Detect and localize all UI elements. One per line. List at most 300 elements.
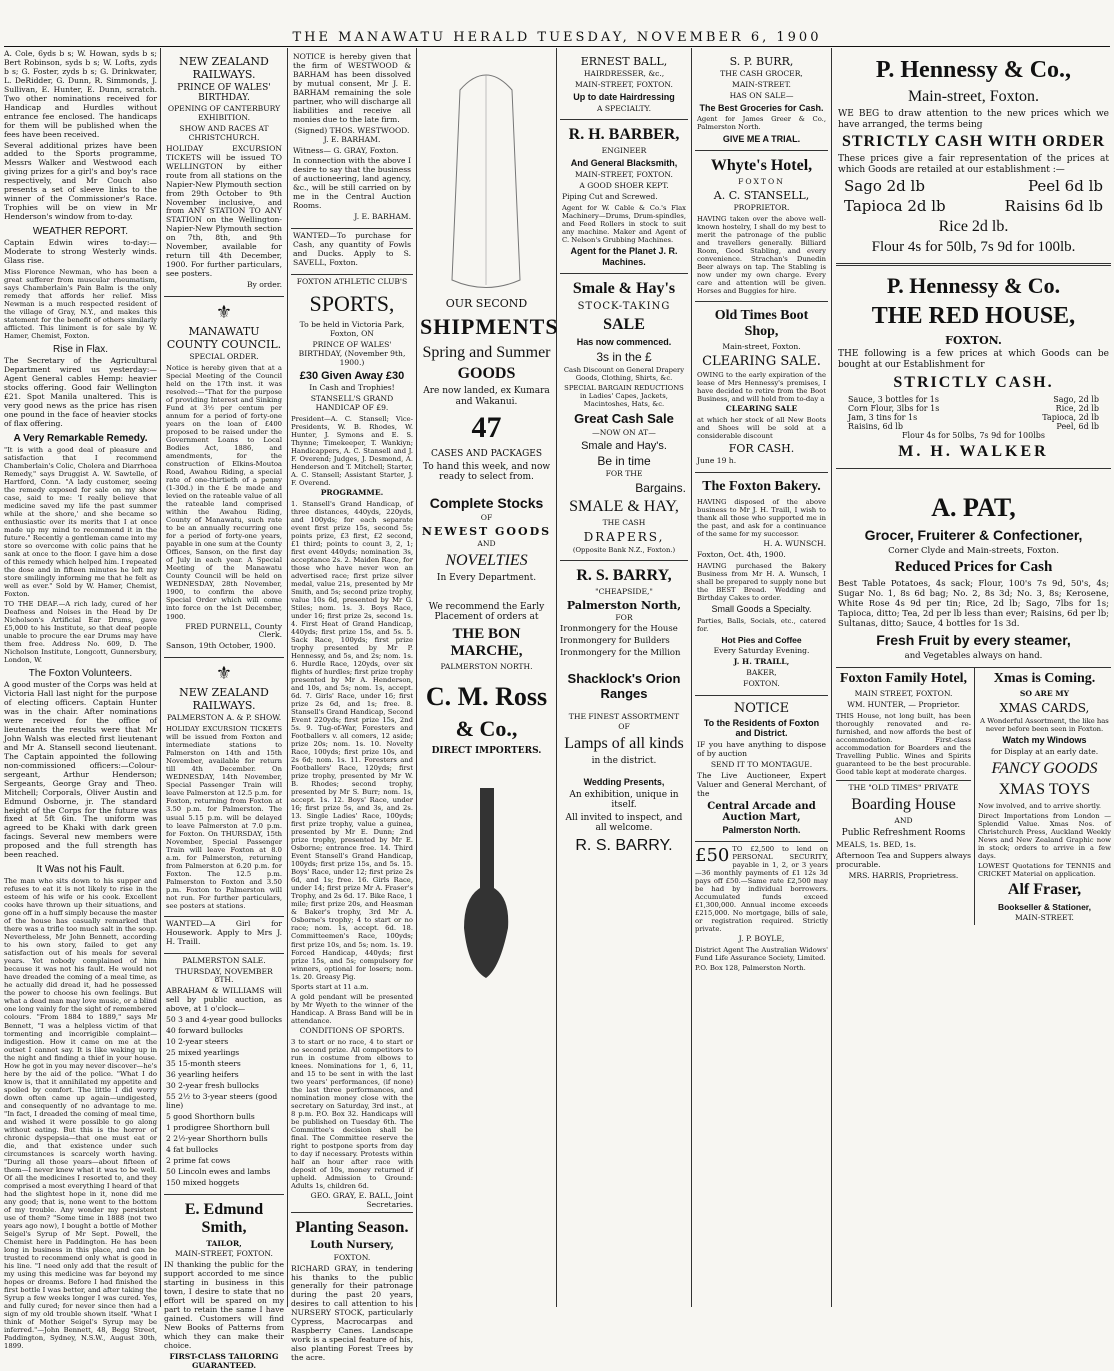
council-ad: [164, 297, 284, 658]
stock-item: 55 2½ to 3-year steers (good line): [166, 1091, 278, 1110]
stock-item: 2 prime fat cows: [166, 1155, 231, 1165]
dissolution-notice: [291, 50, 413, 229]
railways-ad: [164, 50, 284, 297]
ad-text: OUR SECOND: [445, 297, 528, 310]
section-heading: A Very Remarkable Remedy.: [13, 432, 148, 444]
ad-text: Has now commenced.: [576, 336, 672, 347]
ad-text: CASES AND PACKAGES: [431, 449, 542, 460]
ad-subtitle: PRINCE OF WALES' BIRTHDAY.: [177, 83, 271, 103]
hairdresser-ad: [560, 50, 688, 120]
ad-text: The Best Groceries for Cash.: [699, 102, 824, 113]
ad-title: FOXTON ATHLETIC CLUB'S: [296, 276, 408, 286]
column-3: [291, 50, 414, 1363]
wanted-ad: [291, 229, 413, 275]
price-item: Flour 4s for 50lb, 7s 9d for 100lb.: [871, 239, 1076, 256]
ad-headline: SMALE & HAY,: [569, 497, 679, 515]
ad-signature: J. H. TRAILL,: [733, 656, 790, 666]
price-item: Tapioca 2d lb: [844, 197, 946, 216]
price-item: Corn Flour, 3lbs for 1s: [848, 403, 940, 413]
ad-headline: Spring and Summer: [422, 344, 551, 361]
ad-text: District Agent The Australian Widows' Fund Life Assurance Society, Limited.: [695, 946, 828, 963]
ad-text: FOR: [615, 612, 633, 622]
ad-subtitle: WM. HUNTER, — Proprietor.: [847, 700, 960, 710]
column-divider: [416, 48, 417, 1307]
ad-text: HAVING purchased the Bakery Business from Mr H. A. Wunsch, I shall be prepared to supply none but the BEST Bread. Wedding and Birthday Cakes to order.: [697, 562, 826, 603]
ad-headline: Fresh Fruit by every steamer,: [876, 632, 1071, 649]
ad-headline: DRAPERS,: [583, 529, 665, 544]
ad-text: In Every Department.: [436, 572, 537, 583]
ad-date: Foxton, Oct. 4th, 1900.: [697, 550, 786, 560]
ad-address: FOXTON.: [743, 678, 780, 688]
ad-headline: £50: [695, 845, 730, 867]
hennessy-ad: [836, 50, 1111, 266]
ad-text: Sports start at 11 a.m.: [291, 982, 369, 991]
article-text: A. Cole, 6yds b s; W. Howan, syds b s; Bert Robinson, syds b s; W. Lofts, zyds b s; G. Foster, zyds b s; G. Drinkwater, L. DeRidder, G. Dunn, R. Simmonds, J. Sullivan, E. Hunter, E. Dunn, scratch. Two other nominations received for Handicap and Hurdles without entrance fee enclosed. The handicaps for them will be published when the fees have been received.: [4, 49, 157, 139]
ad-subtitle: THE CASH GROCER,: [720, 69, 803, 78]
price-item: Sago 2d lb: [844, 177, 925, 196]
ad-signature: M. H. WALKER: [898, 443, 1049, 461]
masthead: THE MANAWATU HERALD TUESDAY, NOVEMBER 6, 1900: [292, 30, 822, 45]
ad-address: MAIN-STREET, FOXTON.: [175, 1249, 273, 1259]
price-item: Rice 2d lb.: [938, 218, 1009, 236]
boot-shop-ad: [695, 302, 828, 473]
ad-subtitle: Public Refreshment Rooms: [841, 828, 966, 839]
price-item: Tapioca, 2d lb: [1042, 412, 1099, 422]
ad-text: A gold pendant will be presented by Mr Wyeth to the winner of the Handicap. A Brass Band will be in attendance.: [291, 992, 413, 1025]
ad-headline: SALE: [603, 315, 645, 333]
ad-headline: Lamps of all kinds: [564, 735, 684, 753]
ad-headline: NOVELTIES: [445, 551, 528, 569]
column-6: [695, 50, 828, 1305]
ad-title: Alf Fraser,: [1007, 880, 1082, 898]
boarding-ad: [836, 780, 971, 880]
article-text: Captain Edwin wires to-day:— Moderate to strong Westerly winds. Glass rise.: [4, 238, 157, 266]
ad-title: P. Hennessy & Co.,: [875, 57, 1072, 83]
ad-text: 3 to start or no race, 4 to start or no second prize. All competitors to run in costume from elbows to knees. Nominations for 1, 6, 11, and 15 to be sent in with the last two years' performances, (if none) the last three performances, and nomination money close with the secretary on Saturday, 3rd inst., at 8 p.m. P.O. Box 32. Handicaps will be published on Tuesday 6th. The Committee's decision shall be final. The Committee reserve the right to postpone sports from day to day if necessary. Protests within half an hour after race with deposit of 10s, money returned if upheld. Admission to Ground: Adults 1s, children 6d.: [291, 1037, 413, 1190]
ad-subtitle: STOCK-TAKING: [577, 301, 671, 313]
ad-text: —NOW ON AT—: [592, 427, 656, 437]
ad-address: P.O. Box 128, Palmerston North.: [695, 964, 806, 973]
ad-signature: (Signed) THOS. WESTWOOD. J. E. BARHAM.: [294, 125, 410, 144]
ad-text: Piping Cut and Screwed.: [562, 191, 658, 201]
ad-text: RICHARD GRAY, in tendering his thanks to the public generally for their patronage during the past 20 years, desires to call attention to his NURSERY STOCK, particularly Cypress, Macrocarpas and Raspberry Canes. Landscape work is a special feature of his, also planting Forest Trees by the acre.: [291, 1263, 413, 1363]
ad-subtitle: A. C. STANSELL,: [713, 189, 810, 203]
barber-ad: [560, 120, 688, 274]
ad-text: AND: [477, 539, 496, 548]
ad-text: Notice is hereby given that at a Special Meeting of the Council held on the 17th inst. it was resolved:—"That for the purpose of providing Interest and Sinking Fund at 3½ per centum per annum for a period of forty-one years on the loan of £400 proposed to be raised under the Government Loans to Local Bodies Act, 1886, and amendments, for the construction of Elkins-Moutoa Road, Awahou Riding, a special rate of one-thirtieth of a penny (1-30d.) in the £ be made and levied on the rateable value of all the rateable land comprised within the Awahou Riding, County of Manawatu, such rate to be an annually recurring one for a period of forty-one years, payable in one sum at the County Offices, Sanson, on the first day of July in each year. A Special Meeting of the Manawatu County Council will be held on WEDNESDAY, 28th November, 1900, to confirm the above Special Order which will come into force on the 1st December, 1900.: [166, 364, 282, 621]
ad-title: P. Hennessy & Co.: [886, 273, 1061, 299]
bakery-ad: [695, 473, 828, 696]
ad-subtitle: THE "OLD TIMES" PRIVATE: [848, 783, 959, 793]
ad-title: Smale & Hay's: [572, 280, 676, 298]
ad-subtitle: OPENING OF CANTERBURY EXHIBITION.: [167, 104, 281, 122]
ad-title: R. H. BARBER,: [568, 126, 680, 144]
price-row: [848, 422, 1099, 431]
ad-text: NOTICE is hereby given that the firm of WESTWOOD & BARHAM has been dissolved by mutual consent, Mr J. E. BARHAM remaining the sole partner, who will discharge all liabilities and receive all monies due to the late firm.: [293, 52, 411, 124]
ad-text: STANSELL'S GRAND HANDICAP OF £9.: [310, 393, 394, 412]
ad-address: PALMERSTON NORTH.: [440, 661, 533, 671]
crest-icon: ⚜: [215, 302, 233, 324]
ad-text: IF you have anything to dispose of by auction: [697, 739, 826, 758]
ad-subtitle: CONDITIONS OF SPORTS.: [299, 1025, 405, 1035]
ad-title: NEW ZEALAND RAILWAYS.: [179, 55, 269, 81]
ad-signature: J. P. BOYLE,: [738, 934, 785, 944]
ad-text: Now involved, and to arrive shortly.: [977, 801, 1102, 810]
ad-text: Small Goods a Specialty.: [711, 604, 812, 615]
railways-ad-2: [164, 658, 284, 916]
price-item: Peel, 6d lb: [1056, 421, 1099, 431]
ad-headline: XMAS CARDS,: [999, 701, 1090, 716]
ad-text: HAVING taken over the above well-known hostelry, I shall do my best to merit the patronage of the public and travellers generally. Billiard Room, Good Stabling, and every convenience. Strachan's Dunedin Beer always on tap. The Stabling is now under my own charge. Every care and attention will be given. Horses and Buggies for hire.: [697, 215, 826, 296]
ad-text: PRINCE OF WALES' BIRTHDAY, (November 9th, 1900.): [298, 339, 406, 367]
ad-text: In connection with the above I desire to say that the business of auctioneering, land agency, &c., will be still carried on by me in the Central Auction Rooms.: [293, 156, 411, 211]
ad-headline: GOODS: [457, 365, 516, 382]
ad-address: FOXTON.: [333, 1252, 371, 1262]
auction-notice: [695, 696, 828, 843]
ad-text: WANTED—A Girl for Housework. Apply to Mrs J. H. Traill.: [166, 918, 282, 946]
price-item: Rice, 2d lb: [1055, 403, 1099, 413]
ad-subtitle: SO ARE MY: [1019, 689, 1070, 699]
ad-text: Ironmongery for Builders: [560, 636, 670, 647]
bon-marche-illustration: [420, 50, 553, 295]
ad-text: The Live Auctioneer, Expert Valuer and General Merchant, of the: [697, 770, 826, 798]
ad-text: OWING to the early expiration of the lease of Mrs Hennessy's premises, I have decided to retire from the Boot Business, and will hold from to-day a: [697, 371, 826, 404]
ad-headline: 3s in the £: [596, 349, 652, 364]
ad-text: HOLIDAY EXCURSION TICKETS will be issued from Foxton and intermediate stations to Palmerston on 14th and 15th November, available for return till 4th December. On WEDNESDAY, 14th November, Special Passenger Train will leave Palmerston at 12.5 p.m. for Foxton, returning from Foxton at 3.50 p.m. for Palmerston. The usual 5.15 p.m. will be delayed to leave Palmerston at 7.0 p.m. for Foxton. On THURSDAY, 15th November, Special Passenger Train will leave Foxton at 8.0 a.m. for Palmerston, returning from Palmerston at 6.20 p.m. for Foxton. The 12.5 p.m. Palmerston to Foxton and 3.50 p.m. Foxton to Palmerston will not run. For further particulars, see posters at stations.: [166, 725, 282, 910]
ad-text: We recommend the Early Placement of orders at: [428, 601, 545, 623]
bottom-split: [836, 668, 1111, 925]
ad-text: DIRECT IMPORTERS.: [431, 745, 542, 756]
stock-item: 35 15-month steers: [166, 1059, 241, 1069]
ad-headline: STRICTLY CASH.: [893, 373, 1054, 391]
section-heading: The Foxton Volunteers.: [28, 668, 133, 680]
column-2: [164, 50, 284, 1370]
ad-address: FOXTON: [738, 177, 785, 187]
article-text: The Secretary of the Agricultural Department wired us yesterday:— Agent General cables Hemp: heavier stocks offering. Good fair Wellington £21. Spot Manila unaltered. This is very good news as the price has risen one pound in the face of heavier stocks of flax offering.: [4, 356, 157, 428]
ad-text: at which her stock of all New Boots and Shoes will be sold at a considerable discount: [697, 416, 826, 441]
ad-address: MAIN-STREET, FOXTON.: [575, 170, 673, 180]
ad-address: MAIN-STREET, FOXTON.: [575, 79, 673, 89]
ad-subtitle: PALMERSTON A. & P. SHOW.: [166, 713, 282, 723]
ad-headline: & Co.,: [455, 715, 518, 741]
sale-ad: [164, 954, 284, 1195]
article-text: Several additional prizes have been added to the Sports programme, Messrs Walker and Westwood each giving prizes for a girl's and boy's race respectively, and Mr Couch also presents a set of sleeve links to the winner of the Commissioner's Race. Trophies will be on view in Mr Henderson's window from to-day.: [4, 140, 157, 222]
section-heading: It Was not his Fault.: [36, 864, 125, 876]
pat-ad: [836, 469, 1111, 668]
crest-icon: ⚜: [215, 663, 233, 685]
loan-ad: [695, 842, 828, 972]
section-heading: WEATHER REPORT.: [32, 226, 129, 238]
ad-subtitle: Bookseller & Stationer,: [997, 901, 1092, 912]
ad-title: Foxton Family Hotel,: [839, 671, 968, 687]
column-7: [836, 50, 1111, 1305]
xmas-section: [975, 668, 1111, 925]
ad-text: A Wonderful Assortment, the like has never before been seen in Foxton.: [980, 717, 1109, 734]
ad-text: Ironmongery for the House: [560, 624, 678, 635]
ad-headline: Reduced Prices for Cash: [894, 559, 1053, 576]
ad-address: Main-street, Foxton.: [907, 88, 1040, 105]
sports-ad: [291, 275, 413, 1210]
ad-address: Main-street, Foxton.: [722, 342, 801, 352]
ad-subtitle: To the Residents of Foxton and District.: [703, 717, 820, 739]
ad-text: All invited to inspect, and all welcome.: [565, 812, 683, 834]
column-divider: [691, 48, 692, 1307]
column-divider: [831, 48, 832, 1307]
ad-text: WANTED—To purchase for Cash, any quantity of Fowls and Ducks. Apply to S. SAVELL, Foxton.: [293, 231, 411, 268]
ad-text: Parties, Balls, Socials, etc., catered for.: [697, 616, 826, 633]
ad-headline: Be in time: [597, 453, 651, 468]
ad-text: Agent for W. Cable & Co.'s Flax Machinery—Drums, Drum-spindles, and Feed Rollers in stock to suit any machine. Maker and Agent of C. Nelson's Grubbing Machines.: [562, 203, 686, 244]
ad-headline: STRICTLY CASH WITH ORDER: [841, 133, 1106, 151]
ad-title: PALMERSTON SALE.: [182, 955, 266, 965]
ad-headline: 47: [471, 411, 502, 445]
ad-text: AND: [894, 816, 913, 826]
ad-text: A GOOD SHOER KEPT.: [579, 180, 669, 190]
ad-subtitle: TAILOR,: [206, 1238, 242, 1248]
ad-text: To hand this week, and now ready to select from.: [422, 461, 551, 483]
ad-headline: NEWEST GOODS: [421, 525, 552, 538]
nursery-ad: [291, 1212, 413, 1363]
ad-headline: XMAS TOYS: [998, 780, 1091, 798]
ad-text: THE following is a few prices at which Goods can be bought at our Establishment for: [838, 349, 1109, 371]
price-item: Raisins 6d lb: [1004, 197, 1103, 216]
column-1: [4, 49, 157, 1351]
ad-headline: SHIPMENTS: [420, 314, 559, 339]
ad-signature: J. E. BARHAM.: [354, 212, 411, 222]
stock-item: 4 fat bullocks: [166, 1144, 218, 1154]
ad-date: June 19 h.: [697, 456, 737, 466]
ad-text: Cash Discount on General Drapery Goods, Clothing, Shirts, &c.: [563, 365, 685, 382]
column-divider: [160, 48, 161, 1307]
ad-text: THIS House, not long built, has been thoroughly renovated and re-furnished, and now affords the best of accommodation. First-class accommodation for Boarders and the Travelling Public. Wines and Spirits guaranteed to be the best procurable. Good table kept at moderate charges.: [836, 712, 971, 777]
stock-item: 10 2-year steers: [166, 1037, 229, 1047]
ad-text: FOR THE: [605, 468, 643, 478]
price-row: [844, 197, 1103, 215]
ad-address: MAIN-STREET.: [1015, 912, 1074, 922]
ad-title: ERNEST BALL,: [580, 55, 668, 68]
whyte-hotel-ad: [695, 151, 828, 302]
ad-text: and Vegetables always on hand.: [904, 651, 1043, 662]
ad-text: OF: [618, 722, 630, 732]
ad-text: Wedding Presents,: [583, 777, 665, 788]
ad-title: Xmas is Coming.: [993, 671, 1096, 687]
ad-text: HAS ON SALE—: [729, 90, 794, 100]
ad-title: NEW ZEALAND RAILWAYS.: [179, 686, 269, 713]
pointing-hand-icon: [420, 758, 553, 998]
ad-signature: FRED PURNELL, County Clerk.: [185, 621, 282, 640]
stock-item: 150 mixed hoggets: [166, 1177, 240, 1187]
ad-title: A. PAT,: [931, 493, 1016, 523]
ad-title: The Foxton Bakery.: [702, 479, 821, 495]
stock-list: [166, 1016, 282, 1187]
stock-item: 25 mixed yearlings: [166, 1048, 240, 1058]
ad-text: BAKER,: [746, 667, 777, 677]
tailor-ad: [164, 1195, 284, 1371]
pointing-hand-illustration: [420, 758, 553, 998]
ad-address: Palmerston North.: [722, 824, 801, 835]
ad-text: THE FINEST ASSORTMENT: [568, 711, 680, 721]
ad-subtitle: ENGINEER: [601, 146, 647, 156]
burr-ad: [695, 50, 828, 151]
ad-text: President—A. C. Stansell; Vice-Presidents, W. B. Rhodes, W. Hunter, J. Symons and E. S. Thynne; Timekeeper, T. Wankiyn; Handicappers, A. C. Stansell and J. F. Overend; Judges, J. Desmond, A. Henderson and T. Mitchell; Starter, A. C. Stansell; Assistant Starter, J. F. Overend.: [291, 414, 413, 487]
ad-text: Ironmongery for the Million: [560, 648, 681, 659]
ad-text: SPECIAL BARGAIN REDUCTIONS in Ladies' Capes, Jackets, Macintoshes, Hats, &c.: [564, 383, 684, 408]
stock-item: 50 3 and 4-year good bullocks: [166, 1015, 282, 1025]
article-text: Miss Florence Newman, who has been a great sufferer from muscular rheumatism, says Chamberlain's Pain Balm is the only remedy that affords her relief. Miss Newman is a much respected resident of the village of Gray, N.Y., and makes this statement for the benefit of others similarly afflicted. This liniment is for sale by W. Hamer, Chemist, Foxton.: [4, 267, 157, 341]
ad-text: in the district.: [591, 756, 657, 767]
ad-text: MEALS, 1s. BED, 1s.: [836, 839, 917, 849]
ad-subtitle: THURSDAY, NOVEMBER 8TH.: [175, 966, 273, 985]
ad-text: Agent for James Greer & Co., Palmerston North.: [697, 115, 826, 132]
ad-subtitle: HAIRDRESSER, &c.,: [583, 69, 665, 78]
masthead-rule: [4, 46, 1110, 47]
ad-title: MANAWATU COUNTY COUNCIL.: [166, 325, 282, 352]
ad-headline: Great Cash Sale: [574, 410, 674, 426]
ad-headline: CLEARING SALE.: [702, 354, 821, 370]
article-text: "It is with a good deal of pleasure and satisfaction that I recommend Chamberlain's Colic, Cholera and Diarrhoea Remedy," says Druggist A. W. Sawtelle, of Hartford, Conn. "A lady customer, seeing the remedy exposed for sale on my show case, said to me: 'I really believe that medicine saved my life the past summer while at the shore,' and she became so enthusiastic over its merits that I at once made up my mind to recommend it in the future." Recently a gentleman came into my store so overcome with colic pains that he sank at once to the floor. I gave him a dose of this remedy which helped him. I repeated the dose and in fifteen minutes he left my store smilingly informing me that he felt as well as ever." Sold by W. Hamer, Chemist, Foxton.: [4, 445, 157, 599]
ad-headline: Palmerston North,: [566, 598, 682, 612]
price-row: [848, 413, 1099, 422]
ad-text: WE BEG to draw attention to the new prices which we have arranged, the terms being: [838, 109, 1109, 130]
column-4: [420, 50, 559, 1305]
stock-item: 30 2-year fresh bullocks: [166, 1080, 259, 1090]
ad-subtitle: PROPRIETOR.: [733, 203, 790, 213]
ad-signature: GEO. GRAY, E. BALL, Joint Secretaries.: [310, 1190, 413, 1209]
article-text: TO THE DEAF.—A rich lady, cured of her Deafness and Noises in the Head by Dr Nicholson's Artificial Ear Drums, gave £5,000 to his Institute, so that deaf people unable to procure the ear Drums may have them free. Address No. 609, D. The Nicholson Institute, Longcott, Gunnersbury, London, W.: [4, 600, 157, 665]
ad-subtitle: Grocer, Fruiterer & Confectioner,: [864, 527, 1083, 544]
stock-item: 40 forward bullocks: [166, 1026, 243, 1036]
stock-item: 36 yearling heifers: [166, 1070, 239, 1080]
ad-headline: THE RED HOUSE,: [871, 303, 1076, 330]
ad-title: NOTICE: [733, 700, 790, 716]
ad-text: (Opposite Bank N.Z., Foxton.): [572, 545, 676, 554]
barry-ad: [560, 561, 688, 856]
wanted-ad: [164, 917, 284, 954]
price-item: Jam, 3 tins for 1s: [848, 412, 918, 422]
price-row: [848, 395, 1099, 404]
ad-address: MAIN-STREET.: [732, 79, 791, 89]
ad-headline: C. M. Ross: [425, 681, 548, 711]
ad-text: for Display at an early date.: [990, 746, 1099, 756]
price-item: Flour 4s for 50lbs, 7s 9d for 100lbs: [901, 430, 1046, 440]
price-row: [848, 404, 1099, 413]
ad-text: ABRAHAM & WILLIAMS will sell by public auction, as above, at 1 o'clock—: [166, 986, 282, 1014]
stock-item: 50 Lincoln ewes and lambs: [166, 1166, 271, 1176]
ad-headline: THE BON MARCHE,: [450, 625, 523, 659]
ad-subtitle: SHOW AND RACES AT CHRISTCHURCH.: [179, 123, 269, 142]
ad-text: Watch my Windows: [1002, 735, 1087, 746]
ad-text: GIVE ME A TRIAL.: [722, 133, 801, 144]
ad-subtitle: SPECIAL ORDER.: [189, 352, 259, 362]
stock-item: 1 prodigree Shorthorn bull: [166, 1122, 270, 1132]
ad-text: Direct Importations from London —Splendid Value. Xmas Nos. of Christchurch Press, Auckland Weekly News and New Zealand Graphic now in stock; orders to arrive in a few days.: [977, 811, 1111, 860]
ad-text: Afternoon Tea and Suppers always procurable.: [836, 850, 971, 869]
ad-subtitle: PROGRAMME.: [320, 487, 384, 497]
ad-text: Witness— G. GRAY, Foxton.: [293, 145, 399, 155]
ad-text: THE CASH: [602, 517, 646, 527]
ad-title: Boarding House: [851, 796, 956, 814]
stock-item: 5 good Shorthorn bulls: [166, 1111, 255, 1121]
ad-text: CLEARING SALE: [725, 404, 798, 414]
price-row: [844, 177, 1103, 195]
ad-text: A SPECIALTY.: [597, 103, 651, 113]
ad-headline: FANCY GOODS: [991, 759, 1098, 777]
ad-text: OF: [480, 513, 493, 523]
ad-date: Sanson, 19th October, 1900.: [166, 641, 276, 651]
ad-text: Up to date Hairdressing: [573, 91, 675, 102]
ad-text: These prices give a fair representation of the prices at which Goods are retailed at our establishment :—: [838, 154, 1109, 175]
ad-address: Corner Clyde and Main-streets, Foxton.: [888, 546, 1059, 557]
price-item: Sago, 2d lb: [1053, 394, 1099, 404]
price-item: Sauce, 3 bottles for 1s: [848, 394, 939, 404]
ad-signature: MRS. HARRIS, Proprietress.: [848, 870, 959, 880]
ad-title: S. P. BURR,: [729, 55, 794, 68]
hotel-section: [836, 668, 975, 925]
ad-subtitle: Louth Nursery,: [310, 1239, 394, 1251]
ad-text: IN thanking the public for the support accorded to me since starting in business in this town, I desire to state that no effort will be spared on my part to retain the same I have gained. Customers will find New Books of Patterns from which they can make their choice.: [164, 1260, 284, 1350]
price-item: Raisins, 6d lb: [848, 421, 903, 431]
ad-text: HAVING disposed of the above business to Mr J. H. Traill, I wish to thank all those who supported me in the past, and ask for a continuance of the same for my successor.: [697, 498, 826, 539]
ad-footer: FIRST-CLASS TAILORING GUARANTEED.: [169, 1351, 279, 1370]
ad-subtitle: And General Blacksmith,: [570, 158, 678, 169]
ad-address: MAIN STREET, FOXTON.: [854, 689, 953, 699]
price-item: Peel 6d lb: [1027, 177, 1103, 196]
ad-title: E. Edmund Smith,: [184, 1200, 264, 1236]
ad-text: Best Table Potatoes, 4s sack; Flour, 100's 7s 9d, 50's, 4s; Sugar No. 1, 8s 6d bag; No. 2, 8s 3d; No. 3, 8s; Kerosene, White Rose 4s 9d per tin; Rice, 2d lb; Sago, 7lbs for 1s; Tapioca, ditto; Tea, 2d per lb less than ever; Raisins, 6d per lb; Sultanas, ditto; Sauce, 4 bottles for 1s 3d.: [838, 579, 1109, 630]
ad-headline: Central Arcade and Auction Mart,: [707, 800, 816, 823]
ad-headline: Smale and Hay's.: [581, 439, 667, 452]
article-text: The man who sits down to his supper and refuses to eat it is not likely to rise in the esteem of his wife or his cook. Excellent cooks have thrown up their situations, and gone off in a huff simply because the master of the house has casually remarked that there was a trifle too much salt in the soup. Nevertheless, Mr John Bennett, according to his own story, failed to get any satisfaction out of his meals for several years. Yet nobody complained of him because it was not his fault. He would not have dreaded the coming of a meal time, as he actually did dread it, had he possessed the power to choose his own feelings. But what a dead man may love music, or a blind one long vainly for the sight of remembered colours. "From 1884 to 1889," says Mr Bennett, "I was a helpless victim of that tormenting and incorrigible complaint—indigestion. How it came on me at the outset I cannot say. It is like waking up in the night and finding a thief in your house. How he got in you may never discover—he's here by the aid of the police. "What I do know is, that it annihilated my appetite and spoiled by comfort. The little I did worry down often came up again—undigested, and consequently of no advantage to me. "In fact, I dreaded the coming of meal time, and wished it were possible to go along without eating. But this is the horror of chronic dyspepsia—that one must eat or die, and that existence under such circumstances is scarcely worth having. "During all those years—about fifteen of them—I never knew what it was to be well. Of all the medicines I resorted to, and they comprised a most everything I heard of that had the slightest hope in it, none did me any good; that is, none went to the bottom of my trouble. Any wonder my persistent use of them? "Some time in 1888 (not two years ago now), I bought a bottle of Mother Seigel's Syrup of Mr Sept. Powell, the Chemist here in Paddington. He has been long in business in this place, and can be trusted to recommend only what is good in his line. "I need only add that the result of my using this medicine was far beyond my hopes or dreams. Before I had finished the first bottle I was better, and after taking the Syrup a few weeks longer I was cured. Yes, and fully cured; for never since then had a sign of my old trouble shown itself. "What I think of Mother Seigel's Syrup may be inferred."—John Bennett, 48, Begg Street, Paddington, Sydney, N.S.W., August 30th, 1899.: [4, 877, 157, 1351]
ad-signature: H. A. WUNSCH.: [763, 539, 826, 549]
ad-headline: £30 Given Away £30: [299, 369, 405, 382]
ad-text: TO £2,500 to lend on PERSONAL SECURITY, payable in 1, 2, or 3 years—36 monthly payments of £1 12s 3d pays off £50.—Same rate £2,500 may be had by individual borrowers. Accumulated funds exceed £1,300,000. Annual income exceeds £215,000. No mortgage, bills of sale, or registration required. Strictly private.: [695, 845, 828, 934]
ad-headline: Complete Stocks: [429, 495, 544, 512]
ad-headline: R. S. BARRY.: [575, 837, 673, 855]
ad-headline: FOR CASH.: [728, 442, 795, 456]
ad-title: Whyte's Hotel,: [710, 157, 813, 175]
ad-title: Planting Season.: [295, 1218, 409, 1236]
article-text: A good muster of the Corps was held at Victoria Hall last night for the purpose of electing officers. Captain Hunter was in the chair. After nominations were received for the office of lieutenants the results were that Mr John Walsh was elected first lieutenant and Mr A. Stansell second lieutenant. The Captain appointed the following non-commissioned officers:—Colour-sergeant, Arthur Henderson; Sergeants, George Gray and Theo. Mitchell; Corporals, Oliver Austin and Edmund Osborne, jr. The standard height of the Corps for the future was fixed at 5ft 6in. The uniform was agreed to be Khaki with dark green facings. Several new members were proposed and the full strength has been reached.: [4, 680, 157, 860]
ad-text: Hot Pies and Coffee: [721, 634, 802, 645]
column-divider: [287, 48, 288, 1307]
ad-signature: By order.: [246, 280, 282, 290]
ad-text: 1. Stansell's Grand Handicap, of three distances, 440yds, 220yds, and 100yds; for each separate event first prize 15s, second 5s; points prize, £3 first, £2 second, £1 third; points to count 3, 2, 1; first event 440yds; nomination 3s, acceptance 2s. 2. Maiden Race, for those who have never won an advertised race; first prize silver medal, value 21s, presented by Mr Smith, and 5s; second prize trophy, value 10s 6d, presented by Mr G. Stiles; nom. 1s. 3. Boys Race, under 16; first prize 2s, second 1s. 4. First Heat of Grand Handicap, 440yds; first prize 15s, and 5s. 5. Sack Race, 100yds; first prize trophy presented by Mr P. Hennessy, and 5s, and 2s; nom. 1s. 6. Hurdle Race, 120yds, over six flights of hurdles; first prize trophy presented by Mr A. Henderson, and 10s, and 5s; nom. 1s, accept. 6d. 7. Girls' Race, under 16; first prize 2s 6d, and 1s; free. 8. Stansell's Grand Handicap, Second Event 220yds; first prize 15s, 2nd 5s. 9. Tug-of-War, Foresters and Footballers v. all comers, 12 aside; prize 20s; nom. 1s. 10. Novelty Race, 100yds; first prize 10s, and 2s 6d; nom. 1s. 11. Foresters and Footballers' Race, 120yds; first prize trophy, presented by Mr W. B. Rhodes; second trophy, presented by Mr S. Burr; nom. 1s, accept. 1s. 12. Boys' Race, under 16; first prize 5s, and 3s, and 2s. 13. Single Ladies' Race, 100yds; first prize trophy, value a guinea, presented by Mr E. Dunn; 2nd prize trophy, presented by Mr E. Osborne; entrance free. 14. Third Event Stansell's Grand Handicap, 100yds; first prize 15s, and 5s. 15. Boys' Race, under 12; first prize 2s 6d, and 1s; free. 16. Girls Race, under 14; first prize Mr A. Fraser's Trophy, and 2s 6d. 17. Bike Race, 1 mile; first prize 20s, and Heasman & Baker's trophy, 3rd Mr A. Osborne's trophy; 4 to start or no race; nom. 1s, accept. 6d. 18. Committeemen's Race, 100yds; first prize 10s, and 5s; nom. 1s. 19. Forced Handicap, 440yds; first prize 15s, and 5s; compulsory for winners, optional for losers; nom. 1s. 20. Greasy Pig.: [291, 499, 414, 981]
ad-headline: Shacklock's Orion Ranges: [567, 670, 681, 701]
ad-title: R. S. BARRY,: [576, 566, 672, 584]
ad-text: SEND IT TO MONTAGUE.: [710, 759, 813, 769]
ad-subtitle: "CHEAPSIDE,": [595, 586, 653, 596]
ad-text: Are now landed, ex Kumara and Wakanui.: [423, 386, 550, 407]
ad-text: LOWEST Quotations for TENNIS and CRICKET Material on application.: [977, 861, 1111, 878]
draped-figure-icon: [420, 50, 553, 295]
ad-address: FOXTON.: [945, 334, 1002, 348]
red-house-ad: [836, 266, 1111, 469]
column-5: [560, 50, 688, 1305]
ad-title: SPORTS,: [309, 290, 395, 316]
ad-text: An exhibition, unique in itself.: [569, 789, 679, 811]
section-heading: Rise in Flax.: [52, 344, 108, 356]
ad-title: Old Times Boot Shop,: [714, 308, 809, 340]
stock-item: 2 2½-year Shorthorn bulls: [166, 1133, 268, 1143]
ad-text: Agent for the Planet J. R. Machines.: [570, 245, 678, 267]
ad-text: In Cash and Trophies!: [309, 382, 395, 392]
smale-hay-ad: [560, 274, 688, 560]
ad-text: To be held in Victoria Park, Foxton, ON: [299, 319, 405, 338]
ad-text: HOLIDAY EXCURSION TICKETS will be issued TO WELLINGTON by either route from all stations on the Napier-New Plymouth section from 29th October to 9th November inclusive, and from ANY STATION TO ANY STATION on the Wellington-Napier-New Plymouth section on 7th, 8th, and 9th November, available for return till 4th December, 1900. For further particulars, see posters.: [166, 143, 282, 279]
column-divider: [556, 48, 557, 1307]
ad-text: Every Saturday Evening.: [713, 645, 810, 655]
ad-headline: Bargains.: [635, 480, 686, 495]
